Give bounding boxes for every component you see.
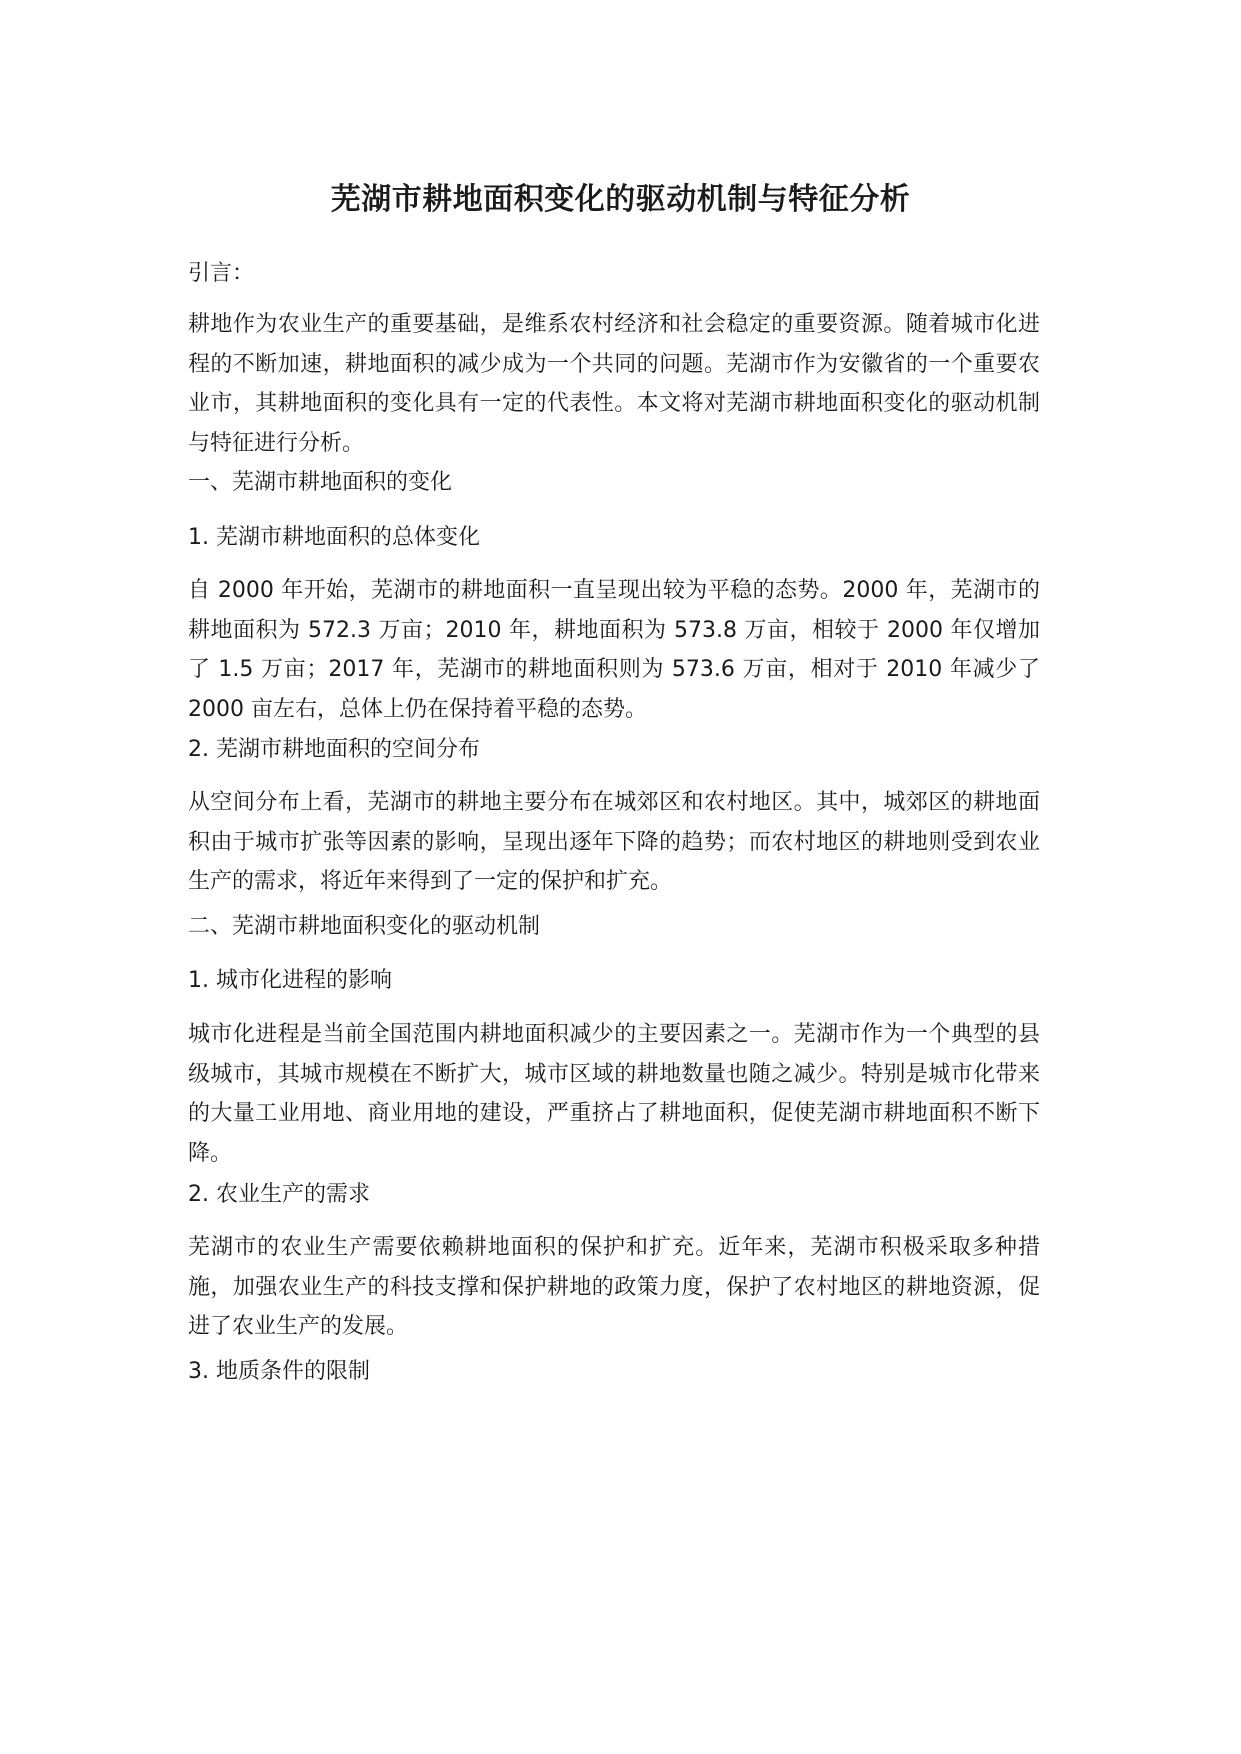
intro-paragraph: 耕地作为农业生产的重要基础，是维系农村经济和社会稳定的重要资源。随着城市化进程的不断加速，耕地面积的减少成为一个共同的问题。芜湖市作为安徽省的一个重要农业市，其耕地面积的变化具有一定的代表性。本文将对芜湖市耕地面积变化的驱动机制与特征进行分析。 <box>188 312 1040 456</box>
section-2-heading: 二、芜湖市耕地面积变化的驱动机制 <box>188 914 541 939</box>
intro-label: 引言： <box>188 261 255 286</box>
section-1-1-paragraph: 自 2000 年开始，芜湖市的耕地面积一直呈现出较为平稳的态势。2000 年，芜湖市的耕地面积为 572.3 万亩；2010 年，耕地面积为 573.8 万亩，相较于 2000 年仅增加了 1.5 万亩；2017 年，芜湖市的耕地面积则为 573.6 万亩，相对于 2010 年减少了 2000 亩左右，总体上仍在保持着平稳的态势。 <box>188 578 1040 722</box>
page-title: 芜湖市耕地面积变化的驱动机制与特征分析 <box>330 182 911 217</box>
section-1-heading: 一、芜湖市耕地面积的变化 <box>188 470 453 495</box>
section-1-1-heading: 1. 芜湖市耕地面积的总体变化 <box>188 525 480 550</box>
section-2-1-paragraph: 城市化进程是当前全国范围内耕地面积减少的主要因素之一。芜湖市作为一个典型的县级城市，其城市规模在不断扩大，城市区域的耕地数量也随之减少。特别是城市化带来的大量工业用地、商业用地的建设，严重挤占了耕地面积，促使芜湖市耕地面积不断下降。 <box>188 1022 1040 1166</box>
section-2-3-heading: 3. 地质条件的限制 <box>188 1359 370 1384</box>
section-2-2-paragraph: 芜湖市的农业生产需要依赖耕地面积的保护和扩充。近年来，芜湖市积极采取多种措施，加强农业生产的科技支撑和保护耕地的政策力度，保护了农村地区的耕地资源，促进了农业生产的发展。 <box>188 1235 1040 1339</box>
section-1-2-paragraph: 从空间分布上看，芜湖市的耕地主要分布在城郊区和农村地区。其中，城郊区的耕地面积由于城市扩张等因素的影响，呈现出逐年下降的趋势；而农村地区的耕地则受到农业生产的需求，将近年来得到了一定的保护和扩充。 <box>188 790 1040 894</box>
section-2-1-heading: 1. 城市化进程的影响 <box>188 968 392 993</box>
section-1-2-heading: 2. 芜湖市耕地面积的空间分布 <box>188 737 480 762</box>
section-2-2-heading: 2. 农业生产的需求 <box>188 1182 370 1207</box>
